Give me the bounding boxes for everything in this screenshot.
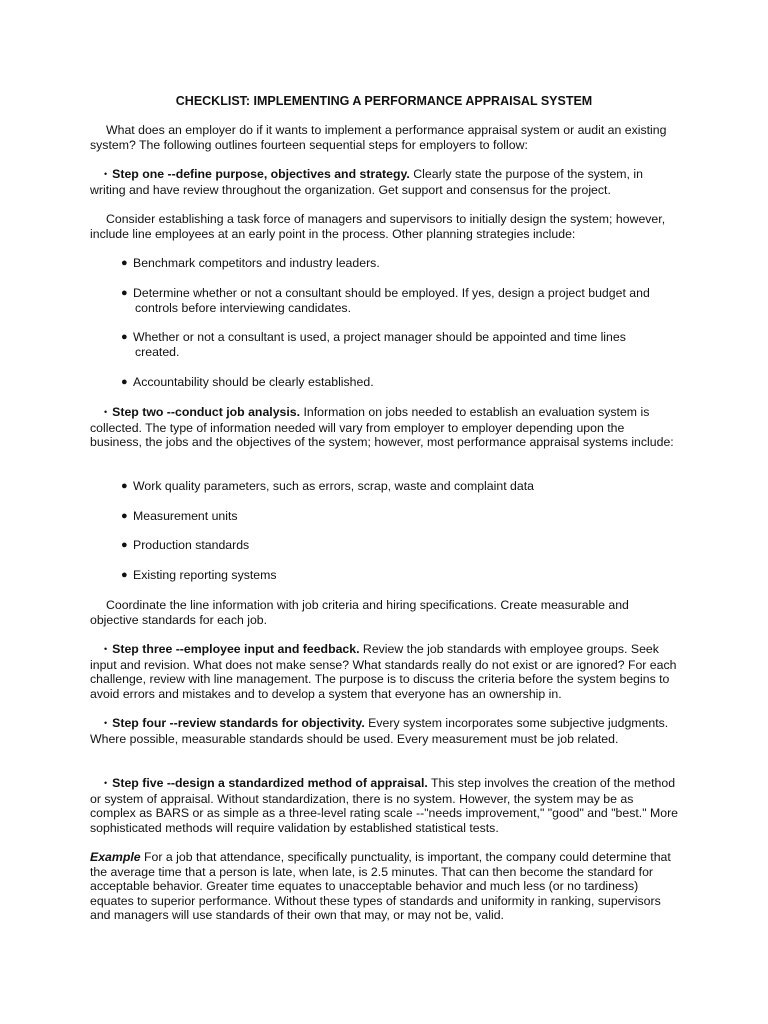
- planning-item: [121, 375, 681, 390]
- step-five-label: Step five --design a standardized method of appraisal.: [112, 776, 428, 790]
- step-five-text: This step involves the creation of the method or system of appraisal. Without standardization, there is no system. However, the system may be as complex as BARS or as simple as a three-level rating scale --"needs improvement," "good" and "best." More sophisticated methods will require validation by established statistical tests.: [90, 776, 679, 835]
- bullet-icon: ●: [121, 257, 128, 269]
- planning-item-text: Determine whether or not a consultant should be employed. If yes, design a project budget and: [133, 286, 650, 300]
- step-bullet: •: [104, 644, 108, 654]
- step-four-paragraph: [90, 716, 678, 746]
- step-bullet: •: [104, 718, 108, 728]
- step-bullet: •: [104, 778, 108, 788]
- step-one-text: Clearly state the purpose of the system, in writing and have review throughout the organization. Get support and consensus for the project.: [90, 167, 643, 197]
- planning-item-text: Whether or not a consultant is used, a project manager should be appointed and time lines: [133, 330, 626, 344]
- example-label: Example: [90, 850, 141, 864]
- analysis-item: [121, 509, 681, 524]
- bullet-icon: ●: [121, 539, 128, 551]
- bullet-icon: ●: [121, 331, 128, 343]
- analysis-item: [121, 538, 681, 553]
- step-five-paragraph: [90, 776, 678, 835]
- bullet-icon: ●: [121, 287, 128, 299]
- step-two-text: Information on jobs needed to establish an evaluation system is collected. The type of information needed will vary from employer to employer depending upon the business, the jobs and the objectives of the system; however, most performance appraisal systems include:: [90, 405, 674, 450]
- analysis-item-text: Existing reporting systems: [133, 568, 277, 582]
- step-two-label: Step two --conduct job analysis.: [112, 405, 301, 419]
- bullet-icon: ●: [121, 480, 128, 492]
- analysis-item-text: Production standards: [133, 538, 250, 552]
- planning-item-text-cont: created.: [135, 344, 180, 359]
- example-text: For a job that attendance, specifically punctuality, is important, the company could determine that the average time that a person is late, when late, is 2.5 minutes. That can then become the standard for acceptable behavior. Greater time equates to unacceptable behavior and much less (or no tardiness) equates to superior performance. Without these types of standards and uniformity in ranking, supervisors and managers will use standards of their own that may, or may not be, valid.: [90, 850, 671, 923]
- bullet-icon: ●: [121, 510, 128, 522]
- planning-item-text-cont: controls before interviewing candidates.: [135, 300, 352, 315]
- step-three-paragraph: [90, 642, 678, 701]
- step-one-label: Step one --define purpose, objectives and strategy.: [112, 167, 410, 181]
- bullet-icon: ●: [121, 569, 128, 581]
- step-four-text: Every system incorporates some subjective judgments. Where possible, measurable standards should be used. Every measurement must be job related.: [90, 716, 669, 746]
- step-bullet: •: [104, 169, 108, 179]
- coordinate-paragraph: Coordinate the line information with job criteria and hiring specifications. Create measurable and objective standards for each job.: [90, 598, 629, 627]
- step-one-paragraph: [90, 167, 678, 197]
- bullet-icon: ●: [121, 376, 128, 388]
- step-three-label: Step three --employee input and feedback.: [112, 642, 360, 656]
- step-bullet: •: [104, 407, 108, 417]
- task-force-paragraph: Consider establishing a task force of managers and supervisors to initially design the system; however, include line employees at an early point in the process. Other planning strategies include:: [90, 212, 666, 241]
- analysis-item-text: Work quality parameters, such as errors, scrap, waste and complaint data: [133, 479, 534, 493]
- planning-item: [121, 256, 681, 271]
- analysis-item: [121, 568, 681, 583]
- step-two-paragraph: [90, 405, 678, 450]
- page-title: CHECKLIST: IMPLEMENTING A PERFORMANCE APPRAISAL SYSTEM: [175, 94, 593, 108]
- intro-paragraph: What does an employer do if it wants to implement a performance appraisal system or audit an existing system? The following outlines fourteen sequential steps for employers to follow:: [90, 123, 667, 152]
- example-paragraph: [90, 850, 678, 923]
- planning-item: [121, 330, 681, 359]
- planning-item-text: Benchmark competitors and industry leaders.: [133, 256, 380, 270]
- analysis-item-text: Measurement units: [133, 509, 238, 523]
- analysis-item: [121, 479, 681, 494]
- planning-item: [121, 286, 681, 315]
- step-three-text: Review the job standards with employee groups. Seek input and revision. What does not make sense? What standards really do not exist or are ignored? For each challenge, review with line management. The purpose is to discuss the criteria before the system begins to avoid errors and mistakes and to develop a system that everyone has an ownership in.: [90, 642, 677, 701]
- step-four-label: Step four --review standards for objectivity.: [112, 716, 365, 730]
- planning-item-text: Accountability should be clearly established.: [133, 375, 374, 389]
